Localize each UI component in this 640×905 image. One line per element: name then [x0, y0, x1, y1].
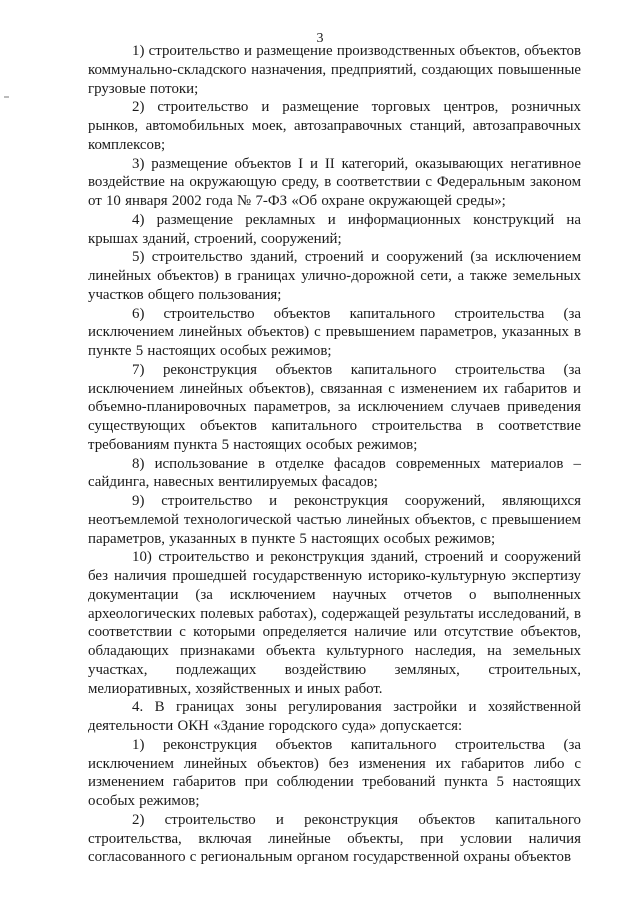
list-item-6-capital-construction: 6) строительство объектов капитального строительства (за исключением линейных объектов) с превышением параметров, указанных в пункте 5 настоящих особых режимов; [88, 305, 581, 359]
list-item-3-categories: 3) размещение объектов I и II категорий, оказывающих негативное воздействие на окружающую среду, в соответствии с Федеральным законом от 10 января 2002 года № 7-ФЗ «Об охране окружающей среды»; [88, 155, 581, 209]
section-4-heading-paragraph: 4. В границах зоны регулирования застройки и хозяйственной деятельности ОКН «Здание городского суда» допускается: [88, 699, 581, 734]
list-item-4-advertising: 4) размещение рекламных и информационных конструкций на крышах зданий, строений, сооружений; [88, 211, 581, 247]
list-item-9-linear-structures: 9) строительство и реконструкция сооружений, являющихся неотъемлемой технологической частью линейных объектов, с превышением параметров, указанных в пункте 5 настоящих особых режимов; [88, 493, 581, 547]
list-item-10-expertise: 10) строительство и реконструкция зданий, строений и сооружений без наличия прошедшей государственную историко-культурную экспертизу документации (за исключением научных отчетов о выполненных археологических полевых работах), содержащей результаты исследований, в соответствии с которыми определяется наличие или отсутствие объектов, обладающих признаками объекта культурного наследия, на земельных участках, подлежащих воздействию земляных, строительных, мелиоративных, хозяйственных и иных работ. [88, 549, 581, 697]
document-body [88, 42, 581, 867]
list-item-2-trade: 2) строительство и размещение торговых центров, розничных рынков, автомобильных моек, автозаправочных станций, автозаправочных комплексов; [88, 99, 581, 153]
page-number: 3 [316, 31, 324, 46]
list-item-1-production: 1) строительство и размещение производственных объектов, объектов коммунально-складского назначения, предприятий, создающих повышенные грузовые потоки; [88, 43, 581, 97]
list-item-8-facades: 8) использование в отделке фасадов современных материалов – сайдинга, навесных вентилируемых фасадов; [88, 455, 581, 491]
allowed-item-2-construction: 2) строительство и реконструкция объектов капитального строительства, включая линейные объекты, при условии наличия согласованного с региональным органом государственной охраны объектов [88, 811, 581, 866]
allowed-item-1-reconstruction: 1) реконструкция объектов капитального строительства (за исключением линейных объектов) без изменения их габаритов либо с изменением габаритов при соблюдении требований пункта 5 настоящих особых режимов; [88, 736, 581, 809]
margin-mark [4, 96, 9, 98]
list-item-7-reconstruction: 7) реконструкция объектов капитального строительства (за исключением линейных объектов), связанная с изменением их габаритов и объемно-планировочных параметров, за исключением случаев приведения существующих объектов капитального строительства в соответствие требованиям пункта 5 настоящих особых режимов; [88, 361, 581, 453]
list-item-5-street-network: 5) строительство зданий, строений и сооружений (за исключением линейных объектов) в границах улично-дорожной сети, а также земельных участков общего пользования; [88, 249, 581, 303]
